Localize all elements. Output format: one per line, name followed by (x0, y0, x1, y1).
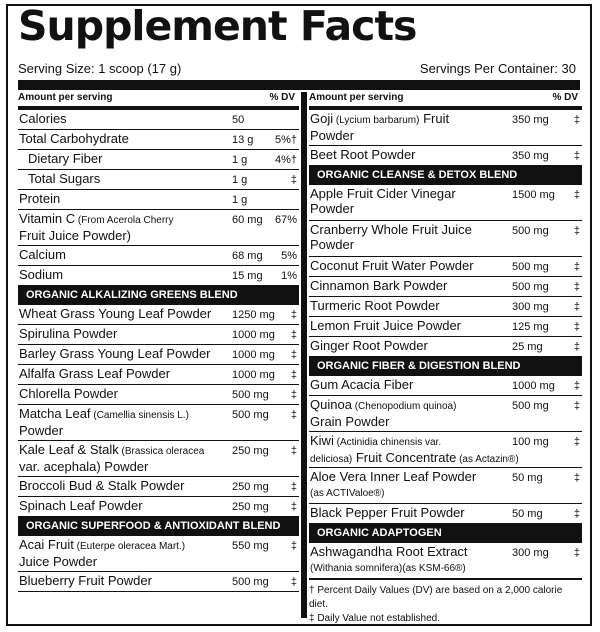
amount-value: 13 g (232, 134, 254, 146)
dv-value: ‡ (573, 225, 580, 237)
dv-value: ‡ (290, 576, 297, 588)
nutrient-label: Spinach Leaf Powder (19, 498, 143, 513)
nutrient-detail: (Brassica oleracea (118, 446, 205, 457)
nutrient-name (19, 537, 185, 569)
nutrient-label: Barley Grass Young Leaf Powder (19, 346, 211, 361)
nutrient-name (19, 191, 60, 206)
amount-value: 50 mg (512, 472, 543, 484)
nutrient-row (309, 297, 582, 317)
nutrient-label: Spirulina Powder (19, 326, 118, 341)
nutrient-row (18, 441, 299, 477)
nutrient-label: Ashwagandha Root Extract (310, 544, 468, 559)
nutrient-row (18, 210, 299, 246)
nutrient-row (309, 468, 582, 504)
dv-value: ‡ (573, 189, 580, 201)
nutrient-label: Goji (310, 111, 334, 126)
right-column (309, 92, 582, 624)
nutrient-label-line2: Fruit Concentrate (352, 450, 457, 465)
nutrient-label: Matcha Leaf (19, 406, 91, 421)
nutrient-row (309, 277, 582, 297)
nutrient-detail: (Lycium barbarum) (333, 115, 420, 126)
nutrient-label: Quinoa (310, 397, 352, 412)
nutrient-label: Cinnamon Bark Powder (310, 278, 448, 293)
amount-value: 350 mg (512, 150, 549, 162)
nutrient-label: Broccoli Bud & Stalk Powder (19, 478, 185, 493)
nutrient-row (309, 185, 582, 221)
nutrient-name (28, 151, 102, 166)
nutrient-row (18, 150, 299, 170)
dv-value: ‡ (573, 114, 580, 126)
dv-value: ‡ (290, 329, 297, 341)
nutrient-detail: (Chenopodium quinoa) (351, 401, 457, 412)
amount-value: 500 mg (512, 281, 549, 293)
supplement-facts-panel (6, 4, 592, 626)
amount-value: 500 mg (232, 409, 269, 421)
nutrient-detail: (Actinidia chinensis var. (333, 437, 442, 448)
amount-value: 50 mg (512, 508, 543, 520)
nutrient-label: Aloe Vera Inner Leaf Powder (310, 469, 477, 484)
amount-value: 125 mg (512, 321, 549, 333)
nutrient-label: Black Pepper Fruit Powder (310, 505, 465, 520)
nutrient-label: Beet Root Powder (310, 147, 416, 162)
nutrient-row (309, 376, 582, 396)
dv-value: ‡ (573, 472, 580, 484)
nutrient-label-line2: Fruit Juice Powder) (19, 228, 131, 243)
dv-value: ‡ (573, 281, 580, 293)
nutrient-name (19, 111, 67, 126)
nutrient-name (19, 478, 184, 493)
footnotes (309, 579, 582, 626)
nutrient-detail: deliciosa) (310, 454, 353, 465)
nutrient-row (18, 130, 299, 150)
amount-value: 250 mg (232, 481, 269, 493)
left-header (18, 92, 299, 110)
nutrient-row (18, 365, 299, 385)
nutrient-name (19, 346, 211, 361)
footnote: ‡ Daily Value not established. (309, 613, 441, 624)
dv-value: ‡ (290, 409, 297, 421)
amount-value: 1250 mg (232, 309, 275, 321)
nutrient-label: Gum Acacia Fiber (310, 377, 414, 392)
amount-value: 25 mg (512, 341, 543, 353)
nutrient-label-line2: Powder (310, 128, 355, 143)
amount-value: 500 mg (232, 389, 269, 401)
nutrient-name (19, 406, 189, 438)
dv-value: ‡ (573, 301, 580, 313)
blend-heading: ORGANIC ALKALIZING GREENS BLEND (18, 286, 299, 305)
amount-value: 15 mg (232, 270, 263, 282)
dv-value: 1% (281, 270, 297, 282)
amount-header: Amount per serving (18, 92, 113, 103)
nutrient-row (18, 266, 299, 286)
amount-value: 1000 mg (232, 349, 275, 361)
nutrient-label: Total Sugars (28, 171, 101, 186)
nutrient-label-line2: Powder (19, 423, 64, 438)
nutrient-detail: (as Actazin®) (456, 454, 519, 465)
amount-value: 50 (232, 114, 245, 126)
amount-value: 550 mg (232, 540, 269, 552)
dv-value: ‡ (573, 547, 580, 559)
nutrient-label-line2: Powder (310, 201, 355, 216)
dv-value: ‡ (290, 540, 297, 552)
dv-value: ‡ (573, 261, 580, 273)
nutrient-label-line2: Juice Powder (19, 554, 98, 569)
nutrient-name (19, 442, 204, 474)
nutrient-name (310, 186, 456, 216)
nutrient-label: Protein (19, 191, 61, 206)
nutrient-label: Calories (19, 111, 67, 126)
servings-per-container: Servings Per Container: 30 (419, 61, 576, 76)
nutrient-row (18, 572, 299, 592)
nutrient-label: Wheat Grass Young Leaf Powder (19, 306, 212, 321)
nutrient-label: Turmeric Root Powder (310, 298, 440, 313)
amount-value: 250 mg (232, 501, 269, 513)
nutrient-name (19, 211, 173, 243)
nutrient-label: Sodium (19, 267, 64, 282)
nutrient-row (18, 536, 299, 572)
amount-value: 100 mg (512, 436, 549, 448)
nutrient-name (310, 222, 472, 252)
nutrient-row (18, 325, 299, 345)
amount-value: 500 mg (512, 261, 549, 273)
amount-value: 1500 mg (512, 189, 555, 201)
dv-value: ‡ (573, 321, 580, 333)
nutrient-detail: (Camellia sinensis L.) (90, 410, 189, 421)
right-header (309, 92, 582, 110)
nutrient-row (309, 317, 582, 337)
nutrient-label: Ginger Root Powder (310, 338, 428, 353)
amount-value: 300 mg (512, 547, 549, 559)
nutrient-label: Chlorella Powder (19, 386, 118, 401)
nutrient-label: Kale Leaf & Stalk (19, 442, 119, 457)
blend-heading: ORGANIC FIBER & DIGESTION BLEND (309, 357, 582, 376)
nutrient-row (309, 504, 582, 524)
amount-header: Amount per serving (309, 92, 404, 103)
nutrient-name (19, 498, 143, 513)
amount-value: 60 mg (232, 214, 263, 226)
nutrient-name (310, 469, 476, 501)
nutrient-detail: (From Acerola Cherry (75, 215, 174, 226)
nutrient-name (19, 573, 152, 588)
nutrient-label: Dietary Fiber (28, 151, 103, 166)
nutrient-row (309, 146, 582, 166)
nutrient-label: Acai Fruit (19, 537, 74, 552)
dv-value: ‡ (290, 369, 297, 381)
nutrient-name (310, 338, 428, 353)
nutrient-row (309, 432, 582, 468)
blend-heading: ORGANIC SUPERFOOD & ANTIOXIDANT BLEND (18, 517, 299, 536)
nutrient-name (28, 171, 100, 186)
blend-heading: ORGANIC CLEANSE & DETOX BLEND (309, 166, 582, 185)
dv-value: ‡ (573, 400, 580, 412)
nutrient-row (18, 405, 299, 441)
amount-value: 1 g (232, 194, 248, 206)
blend-heading: ORGANIC ADAPTOGEN (309, 524, 582, 543)
header-rule (18, 80, 580, 90)
dv-value: 5% (281, 250, 297, 262)
amount-value: 1000 mg (232, 329, 275, 341)
nutrient-name (310, 318, 461, 333)
nutrient-name (310, 147, 416, 162)
nutrient-name (310, 505, 465, 520)
nutrient-label: Vitamin C (19, 211, 76, 226)
dv-value: ‡ (290, 309, 297, 321)
nutrient-name (19, 306, 211, 321)
nutrient-name (310, 397, 456, 429)
nutrient-label-line2: Powder (310, 237, 355, 252)
amount-value: 1 g (232, 154, 248, 166)
nutrient-label: Alfalfa Grass Leaf Powder (19, 366, 171, 381)
nutrient-label-tail: Fruit (419, 111, 450, 126)
nutrient-label: Blueberry Fruit Powder (19, 573, 152, 588)
left-rows (18, 110, 299, 592)
nutrient-label-line2: Grain Powder (310, 414, 390, 429)
left-column (18, 92, 299, 616)
nutrient-row (18, 246, 299, 266)
nutrient-name (19, 386, 118, 401)
nutrient-name (19, 326, 117, 341)
nutrient-row (18, 477, 299, 497)
dv-value: ‡ (290, 389, 297, 401)
nutrient-label: Lemon Fruit Juice Powder (310, 318, 462, 333)
nutrient-detail: (Euterpe oleracea Mart.) (73, 541, 186, 552)
amount-value: 350 mg (512, 114, 549, 126)
dv-value: ‡ (290, 445, 297, 457)
dv-value: 67% (274, 214, 297, 226)
nutrient-row (309, 221, 582, 257)
nutrient-row (309, 337, 582, 357)
amount-value: 1000 mg (512, 380, 555, 392)
nutrient-row (309, 110, 582, 146)
column-divider (301, 92, 307, 618)
nutrient-row (18, 190, 299, 210)
nutrient-name (19, 366, 170, 381)
nutrient-detail: (as ACTIValoe®) (310, 488, 385, 499)
nutrient-row (18, 385, 299, 405)
dv-value: ‡ (290, 174, 297, 186)
nutrient-row (309, 396, 582, 432)
nutrient-row (18, 497, 299, 517)
nutrient-label: Apple Fruit Cider Vinegar (310, 186, 456, 201)
nutrient-name (19, 267, 63, 282)
nutrient-row (18, 305, 299, 325)
nutrient-row (18, 345, 299, 365)
dv-value: ‡ (573, 436, 580, 448)
nutrient-name (19, 131, 129, 146)
amount-value: 500 mg (232, 576, 269, 588)
nutrient-label: Total Carbohydrate (19, 131, 129, 146)
nutrient-name (310, 111, 449, 143)
nutrient-row (18, 170, 299, 190)
dv-value: ‡ (290, 349, 297, 361)
footnote: † Percent Daily Values (DV) are based on a 2,000 calorie diet. (309, 585, 563, 610)
amount-value: 500 mg (512, 225, 549, 237)
nutrient-name (310, 278, 447, 293)
nutrient-name (310, 377, 413, 392)
nutrient-row (309, 257, 582, 277)
serving-size: Serving Size: 1 scoop (17 g) (18, 61, 182, 76)
nutrient-name (310, 258, 474, 273)
dv-value: ‡ (290, 501, 297, 513)
nutrient-name (310, 298, 440, 313)
nutrient-label: Calcium (19, 247, 66, 262)
dv-value: ‡ (573, 380, 580, 392)
nutrient-label: Kiwi (310, 433, 334, 448)
amount-value: 250 mg (232, 445, 269, 457)
nutrient-name (19, 247, 66, 262)
dv-value: ‡ (573, 150, 580, 162)
amount-value: 500 mg (512, 400, 549, 412)
dv-value: 4%† (274, 154, 297, 166)
nutrient-label: Coconut Fruit Water Powder (310, 258, 474, 273)
nutrient-row (309, 543, 582, 579)
dv-value: 5%† (274, 134, 297, 146)
dv-value: ‡ (573, 341, 580, 353)
nutrient-label-line2: var. acephala) Powder (19, 459, 149, 474)
dv-value: ‡ (573, 508, 580, 520)
amount-value: 68 mg (232, 250, 263, 262)
amount-value: 1000 mg (232, 369, 275, 381)
nutrient-label: Cranberry Whole Fruit Juice (310, 222, 472, 237)
dv-header: % DV (552, 92, 578, 103)
panel-title: Supplement Facts (18, 2, 417, 50)
amount-value: 1 g (232, 174, 248, 186)
right-rows (309, 110, 582, 579)
nutrient-detail: (Withania somnifera)(as KSM-66®) (310, 563, 466, 574)
dv-header: % DV (269, 92, 295, 103)
dv-value: ‡ (290, 481, 297, 493)
nutrient-name (310, 544, 468, 576)
nutrient-row (18, 110, 299, 130)
nutrient-name (310, 433, 519, 467)
amount-value: 300 mg (512, 301, 549, 313)
